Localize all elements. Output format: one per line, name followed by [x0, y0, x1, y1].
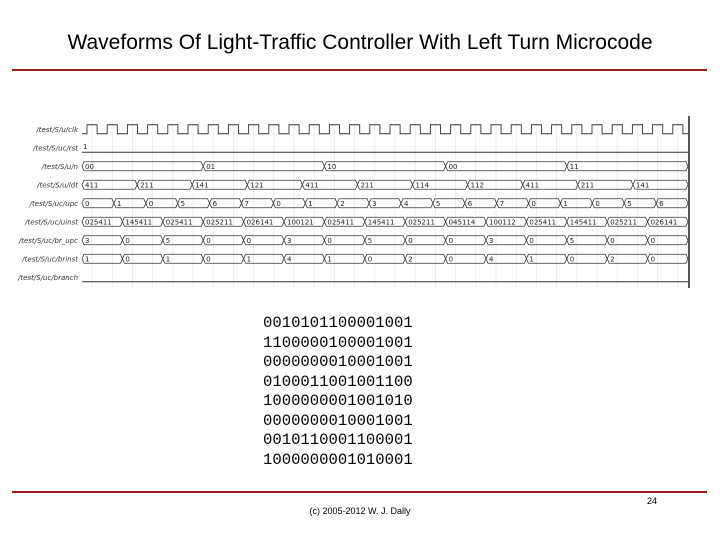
signal-label: /test/S/uc/upc [29, 199, 78, 208]
bus-value: 0 [85, 199, 90, 208]
bus-value: 411 [305, 181, 319, 190]
bus-value: 1 [165, 255, 171, 264]
bus-value: 0 [595, 199, 600, 208]
copyright-footer: (c) 2005-2012 W. J. Dally [309, 506, 411, 516]
bus-value: 211 [360, 181, 374, 190]
bus-value: 025211 [206, 218, 233, 227]
bus-value: 5 [569, 236, 575, 245]
bus-value: 0 [650, 236, 656, 245]
bus-value: 026141 [246, 218, 274, 227]
bus-value: 1 [246, 255, 252, 264]
signal-label: /test/S/uc/br_upc [18, 236, 78, 245]
bus-value: 141 [635, 181, 650, 190]
title-divider [12, 69, 707, 71]
page-number: 24 [647, 496, 658, 506]
microcode-listing [263, 314, 413, 470]
bus-value: 0 [276, 199, 281, 208]
bus-value: 2 [408, 255, 413, 264]
bus-value: 0 [246, 236, 252, 245]
bus-value: 0 [569, 255, 575, 264]
microcode-line: 1000000001010001 [263, 450, 413, 469]
signal-label: /test/S/uc/uinst [25, 218, 78, 227]
slide-title: Waveforms Of Light-Traffic Controller With Left Turn Microcode [67, 31, 653, 54]
bus-value: 1 [327, 255, 332, 264]
bus-value: 2 [610, 255, 615, 264]
bus-value: 01 [206, 162, 216, 171]
bus-value: 211 [580, 181, 595, 190]
bus-value: 11 [569, 162, 579, 171]
signal-label: /test/S/uc/brinst [22, 255, 78, 264]
bus-value: 5 [367, 236, 373, 245]
bus-value: 0 [650, 255, 656, 264]
bus-value: 100112 [489, 218, 516, 227]
microcode-line: 0100011001001100 [263, 372, 413, 391]
bus-value: 0 [206, 236, 211, 245]
bus-value: 025411 [529, 218, 557, 227]
microcode-line: 0010101100001001 [263, 314, 413, 332]
bus-value: 3 [489, 236, 494, 245]
bus-value: 100121 [287, 218, 314, 227]
bus-value: 0 [125, 236, 130, 245]
bus-value: 4 [403, 199, 409, 208]
microcode-line: 0000000010001001 [263, 411, 413, 430]
bus-value: 0 [367, 255, 373, 264]
bus-value: 2 [340, 199, 345, 208]
bus-value: 00 [448, 162, 458, 171]
bus-value: 145411 [569, 218, 597, 227]
bus-value: 0 [448, 255, 454, 264]
bus-value: 1 [529, 255, 534, 264]
bus-value: 0 [206, 255, 211, 264]
bus-value: 00 [85, 162, 94, 171]
signal-value: 1 [83, 142, 88, 151]
bus-value: 025411 [327, 218, 355, 227]
bus-value: 1 [563, 199, 568, 208]
bus-value: 10 [327, 162, 337, 171]
microcode-line: 0000000010001001 [263, 353, 413, 371]
bus-value: 4 [287, 255, 292, 264]
bus-value: 1 [308, 199, 313, 208]
bus-value: 1 [85, 255, 90, 264]
bus-value: 0 [408, 236, 413, 245]
bus-value: 7 [499, 199, 505, 208]
bus-value: 7 [244, 199, 249, 208]
bus-value: 5 [165, 236, 171, 245]
bus-value: 5 [627, 199, 632, 208]
bus-value: 6 [467, 199, 473, 208]
bus-value: 025211 [610, 218, 637, 227]
signal-label: /test/S/u/n [41, 162, 78, 171]
bus-value: 0 [448, 236, 454, 245]
signal-label: /test/S/u/clk [36, 125, 78, 134]
bus-value: 5 [435, 199, 441, 208]
microcode-line: 1000000001001010 [263, 392, 413, 410]
bus-value: 411 [85, 181, 99, 190]
bus-value: 0 [125, 255, 130, 264]
bus-value: 025211 [408, 218, 435, 227]
waveform-screenshot [0, 112, 720, 292]
bus-value: 121 [250, 181, 264, 190]
bus-value: 026141 [650, 218, 678, 227]
microcode-line: 1100000100001001 [263, 333, 413, 352]
bus-value: 411 [525, 181, 540, 190]
bus-value: 145411 [367, 218, 395, 227]
bus-value: 112 [470, 181, 485, 190]
bus-value: 0 [531, 199, 536, 208]
bus-value: 211 [140, 181, 154, 190]
bus-value: 045114 [448, 218, 476, 227]
footer-divider [12, 491, 707, 493]
bus-value: 4 [489, 255, 494, 264]
bus-value: 141 [195, 181, 209, 190]
bus-value: 6 [212, 199, 218, 208]
bus-value: 3 [85, 236, 90, 245]
signal-label: /test/S/u/ldt [37, 181, 78, 190]
bus-value: 1 [116, 199, 122, 208]
bus-value: 0 [610, 236, 615, 245]
bus-value: 0 [529, 236, 534, 245]
bus-value: 3 [372, 199, 377, 208]
microcode-line: 0010110001100001 [263, 431, 413, 449]
bus-value: 145411 [125, 218, 153, 227]
bus-value: 0 [148, 199, 154, 208]
bus-value: 025411 [165, 218, 193, 227]
signal-label: /test/S/uc/branch [18, 273, 78, 282]
bus-value: 114 [415, 181, 429, 190]
bus-value: 0 [327, 236, 332, 245]
bus-value: 3 [287, 236, 292, 245]
bus-value: 5 [180, 199, 186, 208]
signal-label: /test/S/uc/rst [33, 144, 78, 153]
bus-value: 6 [659, 199, 664, 208]
bus-value: 025411 [85, 218, 112, 227]
